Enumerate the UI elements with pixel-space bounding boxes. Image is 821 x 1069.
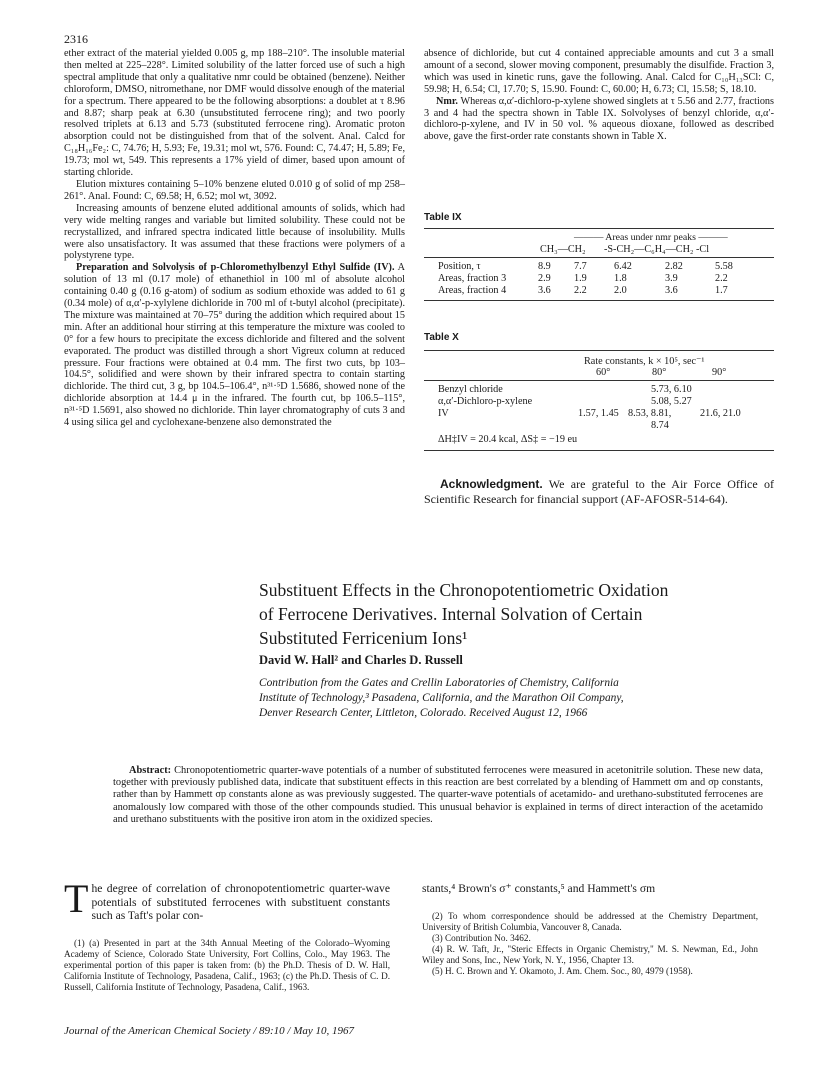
table-9-col-header: CH₃—CH₂ bbox=[540, 244, 586, 255]
affiliation bbox=[259, 676, 779, 721]
paragraph-text: A solution of 13 ml (0.17 mole) of ethanethiol in 100 ml of absolute alcohol containing 0.40 g (0.16 g-atom) of sodium as sodium ethoxide was added to 61 g (0.34 mole) of α,α′-p-xylylene dichloride in 700 ml of t-butyl alcohol (precipitate). The mixture was maintained at 70–75° during the addition which required about 15 min. After an additional hour stirring at this temperature the mixture was cooled to 0° for a few hours to precipitate the excess dichloride and filtered and the solvent evaporated. The product was distilled through a short Vigreux column at reduced pressure. Four fractions were obtained at 0.4 mm. The first two cuts, bp 103–104.5°, solidified and were shown by their infrared spectra to contain starting dichloride. The third cut, 3 g, bp 104.5–106.4°, n³¹·⁵D 1.5686, showed none of the dichloride absorption at 14.4 μ in the infrared. The fourth cut, bp 106.5–115°, n³¹·⁵D 1.5691, also showed no dichloride. Thin layer chromatography of cuts 3 and 4 using silica gel and cyclohexane-benzene also demonstrated the bbox=[64, 262, 406, 429]
table-cell: 1.57, 1.45 bbox=[578, 408, 619, 419]
acknowledgment-label: Acknowledgment. bbox=[440, 477, 543, 491]
table-10-header: Rate constants, k × 10⁵, sec⁻¹ bbox=[584, 356, 705, 367]
title-line: Substituted Ferricenium Ions¹ bbox=[259, 628, 468, 648]
table-rule bbox=[424, 300, 774, 301]
footnote: (4) R. W. Taft, Jr., "Steric Effects in Organic Chemistry," M. S. Newman, Ed., John Wiley and Sons, Inc., New York, N. Y., 1956, Chapter 13. bbox=[422, 943, 758, 965]
table-10-row-label: α,α′-Dichloro-p-xylene bbox=[438, 396, 533, 407]
table-9-span-header: ——— Areas under nmr peaks ——— bbox=[574, 232, 728, 243]
paragraph: Increasing amounts of benzene eluted additional amounts of solids, which had very wide melting ranges and variable but limited solubility. These could not be recrystallized, and infrared spectra indicated little because of insolubility. Mulls were also unsatisfactory. It was assumed that these fractions were polymers of a polystyrene type. bbox=[64, 202, 405, 262]
right-column bbox=[424, 48, 774, 143]
table-cell: 6.42 bbox=[614, 261, 632, 272]
abstract bbox=[113, 765, 763, 826]
footnote: (5) H. C. Brown and Y. Okamoto, J. Am. Chem. Soc., 80, 4979 (1958). bbox=[432, 965, 693, 976]
table-10-row-label: Benzyl chloride bbox=[438, 384, 503, 395]
acknowledgment bbox=[424, 477, 774, 507]
table-9-row-label: Areas, fraction 4 bbox=[438, 285, 507, 296]
table-cell: 8.74 bbox=[651, 420, 669, 431]
paragraph-text: Whereas α,α′-dichloro-p-xylene showed singlets at τ 5.56 and 2.77, fractions 3 and 4 had the spectra shown in Table IX. Solvolyses of benzyl chloride, α,α′-dichloro-p-xylene, and IV in 50 vol. % aqueous dioxane, followed as described above, gave the first-order rate constants shown in Table X. bbox=[424, 95, 774, 143]
title-line: of Ferrocene Derivatives. Internal Solvation of Certain bbox=[259, 604, 643, 624]
abstract-label: Abstract: bbox=[129, 765, 172, 776]
title-line: Substituent Effects in the Chronopotentiometric Oxidation bbox=[259, 580, 669, 600]
table-cell: 1.8 bbox=[614, 273, 627, 284]
journal-footer: Journal of the American Chemical Society / 89:10 / May 10, 1967 bbox=[64, 1025, 355, 1037]
paragraph: Elution mixtures containing 5–10% benzene eluted 0.010 g of solid of mp 258–261°. Anal. Found: C, 69.58; H, 6.52; mol wt, 3092. bbox=[64, 178, 405, 202]
table-cell: 8.53, 8.81, bbox=[628, 408, 672, 419]
table-cell: 3.6 bbox=[538, 285, 551, 296]
left-column bbox=[64, 48, 405, 429]
paragraph: absence of dichloride, but cut 4 contained appreciable amounts and cut 3 a small amount of a second, slower moving component, presumably the disulfide. Fraction 3, which was used in kinetic runs, gave the following. Anal. Calcd for C₁₀H₁₃SCl: C, 59.98; H, 6.54; Cl, 17.70; S, 15.90. Found: C, 60.00; H, 6.73; Cl, 15.58; S, 18.10. bbox=[424, 48, 774, 95]
paragraph bbox=[424, 96, 774, 144]
acknowledgment-text: We are grateful to the Air Force Office of Scientific Research for financial support (AF-AFOSR-514-64). bbox=[424, 477, 774, 506]
table-rule bbox=[424, 450, 774, 451]
table-10-temp: 60° bbox=[596, 367, 611, 378]
footnote: (2) To whom correspondence should be addressed at the Chemistry Department, University of British Columbia, Vancouver 8, Canada. bbox=[422, 911, 758, 932]
table-cell: 7.7 bbox=[574, 261, 587, 272]
table-10-footnote: ΔH‡IV = 20.4 kcal, ΔS‡ = −19 eu bbox=[438, 434, 578, 445]
table-cell: 2.2 bbox=[715, 273, 728, 284]
table-cell: 1.9 bbox=[574, 273, 587, 284]
intro-text: he degree of correlation of chronopotentiometric quarter-wave potentials of substituted ferrocenes with substituent constants such as Taft's polar con- bbox=[91, 882, 390, 922]
prep-paragraph bbox=[64, 262, 405, 429]
page-number: 2316 bbox=[64, 32, 88, 46]
table-9-title: Table IX bbox=[424, 212, 462, 223]
paragraph: ether extract of the material yielded 0.005 g, mp 188–210°. The insoluble material then melted at 225–228°. Limited solubility of the latter forced use of such a high spectral amplitude that only a qualitative nmr could be obtained (benzene). Neither chloroform, DMSO, nitromethane, nor DMF would dissolve enough of the material for a spectrum. There appeared to be the following absorptions: a doublet at τ 8.96 and 8.87; sharp peak at 6.30 (unsubstituted ferrocene ring); and two poorly resolved triplets at 6.13 and 5.73 (substituted ferrocene ring). Aromatic proton absorption could not be distinguished from that of the solvent. Anal. Calcd for C₁₈H₁₆Fe₂: C, 74.76; H, 5.93; Fe, 19.31; mol wt, 576. Found: C, 74.47; H, 5.89; Fe, 19.73; mol wt, 549. This represents a 17% yield of dimer, based upon amount of starting chloride. bbox=[64, 48, 405, 179]
intro-left bbox=[64, 876, 390, 923]
table-cell: 5.08, 5.27 bbox=[651, 396, 692, 407]
table-cell: 2.9 bbox=[538, 273, 551, 284]
table-cell: 2.2 bbox=[574, 285, 587, 296]
table-cell: 3.9 bbox=[665, 273, 678, 284]
table-rule bbox=[424, 257, 774, 258]
footnotes-left bbox=[64, 938, 390, 993]
table-rule bbox=[424, 228, 774, 229]
affiliation-line: Institute of Technology,³ Pasadena, California, and the Marathon Oil Company, bbox=[259, 692, 624, 704]
table-cell: 2.0 bbox=[614, 285, 627, 296]
table-cell: 8.9 bbox=[538, 261, 551, 272]
authors: David W. Hall² and Charles D. Russell bbox=[259, 653, 463, 667]
abstract-text: Chronopotentiometric quarter-wave potentials of a number of substituted ferrocenes were measured in acetonitrile solution. These new data, together with previously published data, indicate that substituent effects in this reaction are best correlated by a blending of Hammett σm and σp constants, rather than by Hammett σp constants alone as was previously suggested. The quarter-wave potentials of acetamido- and urethano-substituted ferrocenes are anomalously low compared with those of the other compounds studied. This unusual behavior is explained in terms of direct interaction of the acetamido and urethano substituents with the positive iron atom in the oxidized species. bbox=[113, 765, 763, 825]
footnotes-right bbox=[422, 911, 758, 976]
table-cell: 5.73, 6.10 bbox=[651, 384, 692, 395]
table-9-col-header: -S-CH₂—C₆H₄—CH₂ -Cl bbox=[604, 244, 710, 255]
table-cell: 2.82 bbox=[665, 261, 683, 272]
table-rule bbox=[424, 350, 774, 351]
table-cell: 21.6, 21.0 bbox=[700, 408, 741, 419]
table-rule bbox=[424, 380, 774, 381]
article-title bbox=[259, 578, 779, 650]
affiliation-line: Contribution from the Gates and Crellin Laboratories of Chemistry, California bbox=[259, 677, 619, 689]
table-10-row-label: IV bbox=[438, 408, 449, 419]
table-9-row-label: Areas, fraction 3 bbox=[438, 273, 507, 284]
table-10-title: Table X bbox=[424, 332, 459, 343]
table-cell: 1.7 bbox=[715, 285, 728, 296]
drop-cap: T bbox=[64, 876, 89, 921]
table-10-temp: 80° bbox=[652, 367, 667, 378]
table-10-temp: 90° bbox=[712, 367, 727, 378]
section-heading: Preparation and Solvolysis of p-Chloromethylbenzyl Ethyl Sulfide (IV). bbox=[76, 262, 395, 274]
intro-right: stants,⁴ Brown's σ⁺ constants,⁵ and Hammett's σm bbox=[422, 882, 656, 895]
table-cell: 3.6 bbox=[665, 285, 678, 296]
nmr-heading: Nmr. bbox=[436, 95, 458, 107]
table-cell: 5.58 bbox=[715, 261, 733, 272]
footnote: (3) Contribution No. 3462. bbox=[432, 932, 531, 943]
footnote: (1) (a) Presented in part at the 34th Annual Meeting of the Colorado–Wyoming Academy of Science, Colorado State University, Fort Collins, Colo., May 1963. The experimental portion of this paper is taken from: (b) the Ph.D. Thesis of D. W. Hall, California Institute of Technology, Pasadena, Calif., 1963; (c) the Ph.D. Thesis of C. D. Russell, California Institute of Technology, Pasadena, Calif., 1963. bbox=[64, 938, 390, 992]
table-9-row-label: Position, τ bbox=[438, 261, 481, 272]
affiliation-line: Denver Research Center, Littleton, Colorado. Received August 12, 1966 bbox=[259, 707, 588, 719]
